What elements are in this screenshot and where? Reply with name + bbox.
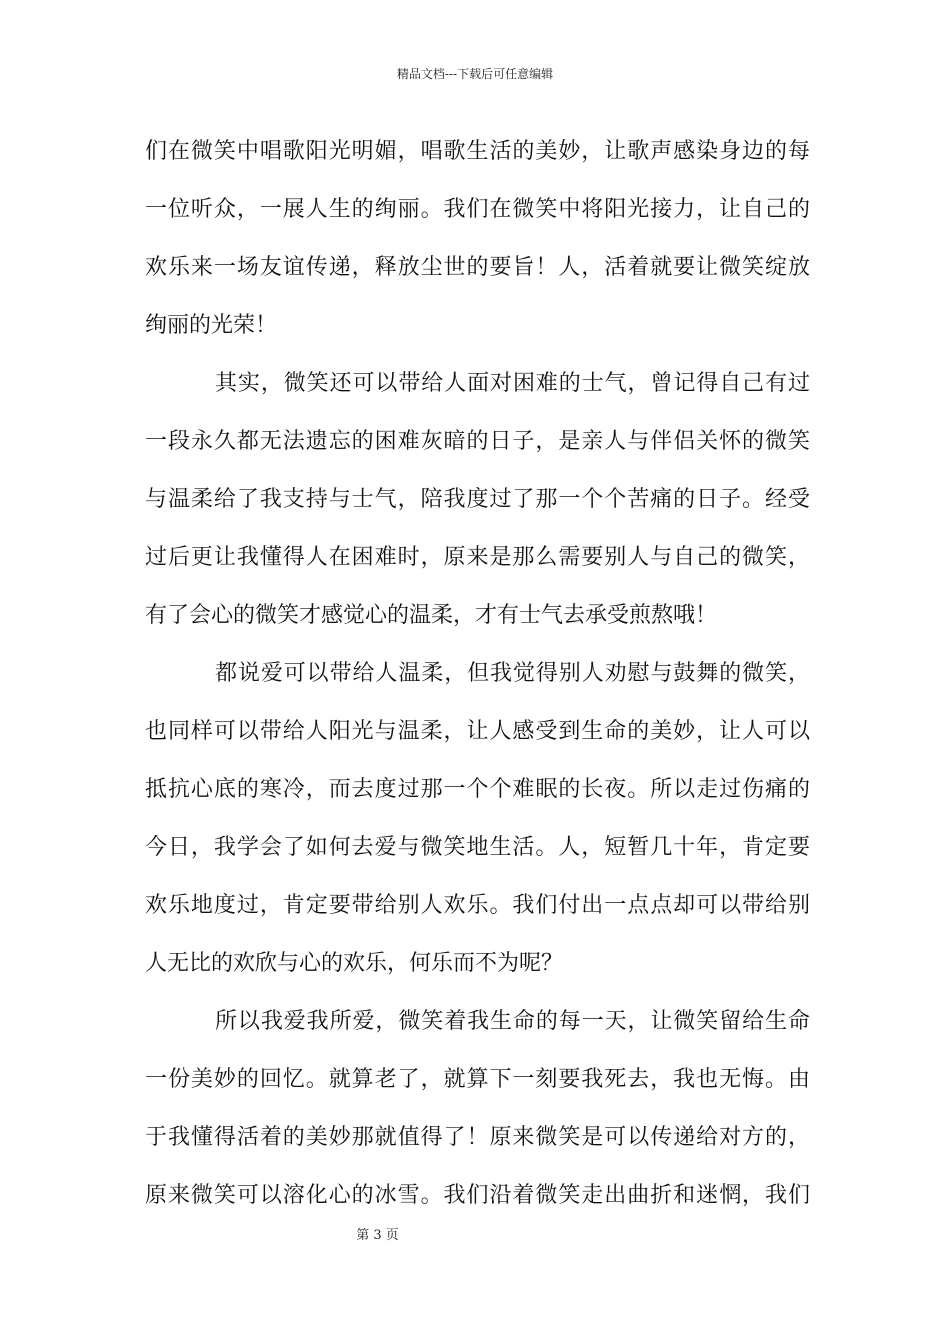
- text-line-11: 也同样可以带给人阳光与温柔，让人感受到生命的美妙，让人可以: [145, 719, 810, 744]
- text-line-8: 过后更让我懂得人在困难时，原来是那么需要别人与自己的微笑，: [145, 545, 810, 570]
- text-line-15: 人无比的欢欣与心的欢乐，何乐而不为呢？: [145, 951, 564, 976]
- text-line-12: 抵抗心底的寒冷，而去度过那一个个难眠的长夜。所以走过伤痛的: [145, 777, 810, 802]
- text-line-14: 欢乐地度过，肯定要带给别人欢乐。我们付出一点点却可以带给别: [145, 893, 810, 918]
- text-line-17: 一份美妙的回忆。就算老了，就算下一刻要我死去，我也无悔。由: [145, 1067, 810, 1092]
- text-line-19: 原来微笑可以溶化心的冰雪。我们沿着微笑走出曲折和迷惘，我们: [145, 1183, 810, 1208]
- text-line-13: 今日，我学会了如何去爱与微笑地生活。人，短暂几十年，肯定要: [145, 835, 810, 860]
- text-line-2: 一位听众，一展人生的绚丽。我们在微笑中将阳光接力，让自己的: [145, 197, 810, 222]
- text-line-6: 一段永久都无法遗忘的困难灰暗的日子，是亲人与伴侣关怀的微笑: [145, 429, 810, 454]
- text-line-16: 所以我爱我所爱，微笑着我生命的每一天，让微笑留给生命: [215, 1009, 810, 1034]
- text-line-7: 与温柔给了我支持与士气，陪我度过了那一个个苦痛的日子。经受: [145, 487, 810, 512]
- text-line-9: 有了会心的微笑才感觉心的温柔，才有士气去承受煎熬哦！: [145, 603, 718, 628]
- body-text: [145, 130, 810, 1232]
- text-line-18: 于我懂得活着的美妙那就值得了！原来微笑是可以传递给对方的，: [145, 1125, 810, 1150]
- text-line-1: 们在微笑中唱歌阳光明媚，唱歌生活的美妙，让歌声感染身边的每: [145, 139, 810, 164]
- text-line-4: 绚丽的光荣！: [145, 313, 278, 338]
- page-header: 精品文档---下载后可任意编辑: [396, 67, 554, 81]
- text-line-3: 欢乐来一场友谊传递，释放尘世的要旨！人，活着就要让微笑绽放: [145, 255, 810, 280]
- page-number: 第 3 页: [356, 1228, 399, 1243]
- text-line-10: 都说爱可以带给人温柔，但我觉得别人劝慰与鼓舞的微笑，: [215, 661, 810, 686]
- text-line-5: 其实，微笑还可以带给人面对困难的士气，曾记得自己有过: [215, 371, 810, 396]
